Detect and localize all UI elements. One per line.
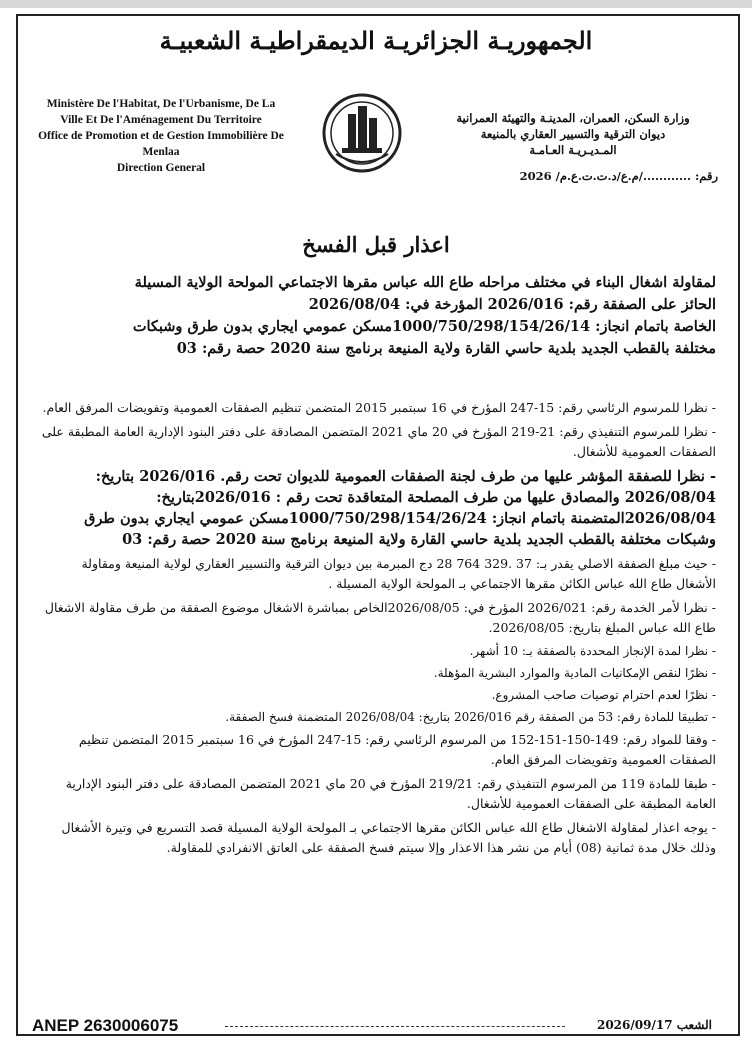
reference-number: رقم: ............/م.ع/د.ت.ت.ع.م/ 2026 — [519, 169, 718, 183]
paragraph: - نظرًا لعدم احترام توصيات صاحب المشروع. — [491, 688, 716, 702]
intro-line: الحائز على الصفقة رقم: 2026/016 المؤرخة في: 2026/08/04 — [308, 296, 716, 313]
paragraph: - نظرا للمرسوم التنفيذي رقم: 21-219 المؤرخ في 20 ماي 2021 المتضمن المصادقة على دفتر البنود الإدارية العامة المطبقة على الصفقات العمومية للأشغال. — [41, 424, 716, 459]
arabic-header — [428, 110, 718, 184]
intro-block — [40, 272, 716, 360]
fr-line: Menlaa — [142, 146, 180, 158]
ar-line: ديوان الترقية والتسيير العقاري بالمنيعة — [480, 127, 666, 141]
intro-line: لمقاولة اشغال البناء في مختلف مراحله طاع الله عباس مقرها الاجتماعي المولحة الولاية المسيلة — [134, 274, 716, 291]
paragraph: - نظرا لأمر الخدمة رقم: 2026/021 المؤرخ في: 2026/08/05الخاص بمباشرة الاشغال موضوع الصفقة من طرف مقاولة الاشغال طاع الله عباس المبلغ بتاريخ: 2026/08/05. — [44, 600, 716, 635]
footer-divider — [225, 1026, 565, 1027]
paragraph: - نظرا للصفقة المؤشر عليها من طرف لجنة الصفقات العمومية للديوان تحت رقم. 2026/016 بتاريخ: 2026/08/04 والمصادق عليها من طرف المصلحة المتعاقدة تحت رقم : 2026/016بتاريخ: 2026/08/04المتضمنة باتمام انجاز: 1000/750/298/154/26/24مسكن عمومي ايجاري بدون طرق وشبكات مختلفة بالقطب الجديد بلدية حاسي القارة ولاية المنيعة برنامج سنة 2020 حصة رقم: 03 — [84, 468, 716, 548]
paragraph: - نظرًا لنقص الإمكانيات المادية والموارد البشرية المؤهلة. — [433, 666, 716, 680]
anep-number: ANEP 2630006075 — [32, 1016, 179, 1035]
paragraph: - نظرا للمرسوم الرئاسي رقم: 15-247 المؤرخ في 16 سبتمبر 2015 المتضمن تنظيم الصفقات العمومية وتفويضات المرفق العام. — [42, 400, 716, 415]
fr-line: Ville Et De l'Aménagement Du Territoire — [60, 114, 262, 126]
fr-line: Office de Promotion et de Gestion Immobilière De — [38, 130, 284, 142]
ar-line: وزارة السكن، العمران، المدينـة والتهيئة العمرانية — [456, 111, 690, 125]
french-header — [30, 96, 292, 176]
paragraph: - وفقا للمواد رقم: 149-150-151-152 من المرسوم الرئاسي رقم: 15-247 المؤرخ في 16 سبتمبر 2015 المتضمن تنظيم الصفقات العمومية وتفويضات المرفق العام. — [78, 732, 716, 767]
fr-line: Ministère De l'Habitat, De l'Urbanisme, De La — [46, 98, 276, 110]
fr-line: Direction General — [116, 162, 206, 174]
republic-title: الجمهوريـة الجزائريـة الديمقراطيـة الشعبيـة — [159, 26, 593, 55]
document-title: اعذار قبل الفسخ — [302, 232, 450, 257]
intro-line: الخاصة باتمام انجاز: 1000/750/298/154/26/14مسكن عمومي ايجاري بدون طرق وشبكات — [132, 318, 716, 335]
paragraph: - يوجه اعذار لمقاولة الاشغال طاع الله عباس الكائن مقرها الاجتماعي بـ المولحة الولاية المسيلة قصد التسريع في وتيرة الأشغال وذلك خلال مدة ثمانية (08) أيام من نشر هذا الاعذار وإلا سيتم فسخ الصفقة على العاتق الانفرادي للمقاولة. — [61, 820, 716, 855]
paragraph: - طبقا للمادة 119 من المرسوم التنفيذي رقم: 219/21 المؤرخ في 20 ماي 2021 المتضمن المصادقة على دفتر البنود الإدارية العامة المطبقة على الصفقات العمومية للأشغال. — [65, 776, 716, 811]
paragraph: - نظرا لمدة الإنجاز المحددة بالصفقة بـ: 10 أشهر. — [469, 644, 716, 658]
office-logo-icon — [318, 92, 406, 174]
ar-line: المـديـريـة العـامـة — [529, 143, 617, 157]
top-bar — [0, 0, 752, 8]
body-text — [40, 398, 716, 862]
paragraph: - حيث مبلغ الصفقة الاصلي يقدر بـ: 37 .329 764 28 دج المبرمة بين ديوان الترقية والتسيير العقاري لولاية المنيعة ومقاولة الأشغال طاع الله عباس الكائن مقرها الاجتماعي بـ المولحة الولاية المسيلة . — [81, 556, 716, 591]
paragraph: - تطبيقا للمادة رقم: 53 من الصفقة رقم 2026/016 بتاريخ: 2026/08/04 المتضمنة فسخ الصفقة. — [225, 710, 716, 724]
newspaper-date: الشعب 2026/09/17 — [596, 1018, 712, 1032]
intro-line: مختلفة بالقطب الجديد بلدية حاسي القارة ولاية المنيعة برنامج سنة 2020 حصة رقم: 03 — [176, 340, 716, 357]
